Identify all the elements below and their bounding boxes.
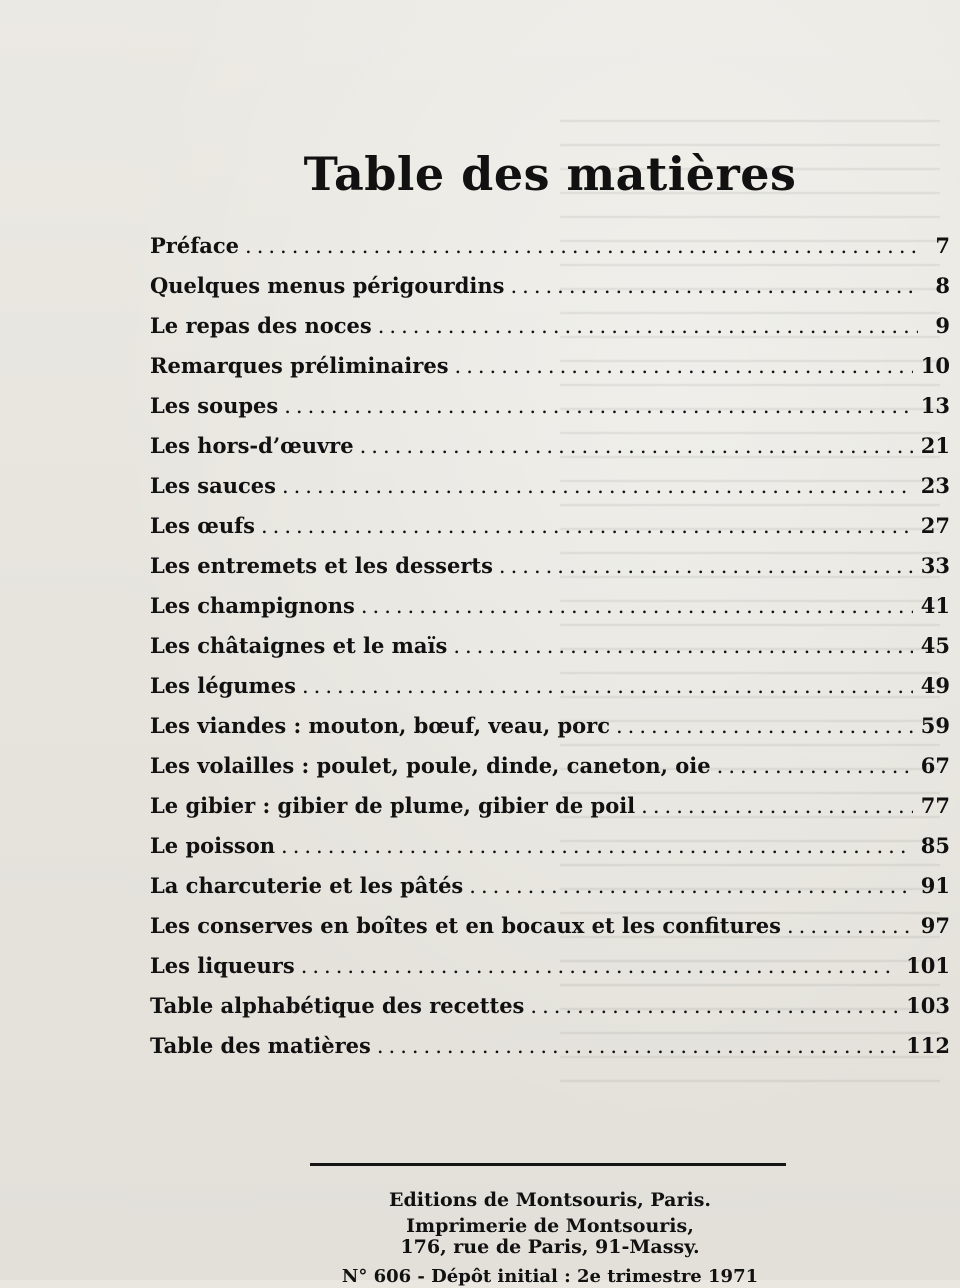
toc-entry-page: 112 — [906, 1033, 950, 1058]
toc-dot-leader — [453, 626, 912, 666]
toc-entry-title: Remarques préliminaires — [150, 353, 449, 378]
toc-entry-title: Les soupes — [150, 393, 279, 418]
toc-entry-title: Table des matières — [150, 1033, 371, 1058]
toc-entry — [150, 426, 950, 466]
toc-entry-title: Quelques menus périgourdins — [150, 273, 505, 298]
toc-entry-title: Les viandes : mouton, bœuf, veau, porc — [150, 713, 610, 738]
toc-entry-title: Les sauces — [150, 473, 276, 498]
toc-entry-title: Les entremets et les desserts — [150, 553, 493, 578]
toc-entry-title: Les champignons — [150, 593, 355, 618]
toc-dot-leader — [301, 946, 898, 986]
toc-entry-page: 23 — [920, 473, 950, 498]
toc-dot-leader — [360, 426, 913, 466]
toc-entry-title: Préface — [150, 233, 240, 258]
toc-entry — [150, 506, 950, 546]
toc-dot-leader — [717, 746, 913, 786]
toc-entry — [150, 586, 950, 626]
toc-dot-leader — [616, 706, 913, 746]
toc-entry-title: Les légumes — [150, 673, 296, 698]
toc-entry-title: Les œufs — [150, 513, 255, 538]
table-of-contents — [150, 226, 950, 1066]
toc-entry-page: 45 — [920, 633, 950, 658]
toc-entry-page: 9 — [935, 313, 950, 338]
publisher-line: Editions de Montsouris, Paris. — [388, 1189, 712, 1211]
toc-entry-title: Les volailles : poulet, poule, dinde, caneton, oie — [150, 753, 711, 778]
toc-dot-leader — [378, 306, 918, 346]
toc-entry — [150, 1026, 950, 1066]
toc-entry-title: Le poisson — [150, 833, 276, 858]
toc-entry — [150, 986, 950, 1026]
toc-entry-page: 49 — [920, 673, 950, 698]
toc-entry — [150, 946, 950, 986]
toc-entry-page: 101 — [906, 953, 950, 978]
toc-entry-title: Le gibier : gibier de plume, gibier de poil — [150, 793, 636, 818]
toc-entry — [150, 346, 950, 386]
toc-entry-page: 59 — [920, 713, 950, 738]
toc-entry-title: Les liqueurs — [150, 953, 295, 978]
toc-entry-page: 33 — [920, 553, 950, 578]
toc-entry-page: 67 — [920, 753, 950, 778]
toc-entry — [150, 306, 950, 346]
toc-dot-leader — [281, 826, 913, 866]
toc-entry-page: 27 — [920, 513, 950, 538]
toc-entry-title: La charcuterie et les pâtés — [150, 873, 464, 898]
toc-entry — [150, 786, 950, 826]
page-title: Table des matières — [303, 146, 797, 201]
toc-entry-page: 77 — [920, 793, 950, 818]
toc-entry — [150, 906, 950, 946]
toc-entry — [150, 746, 950, 786]
toc-entry — [150, 866, 950, 906]
toc-dot-leader — [377, 1026, 898, 1066]
printer-line: Imprimerie de Montsouris, — [406, 1215, 694, 1237]
toc-entry — [150, 706, 950, 746]
toc-entry-title: Table alphabétique des recettes — [150, 993, 525, 1018]
toc-dot-leader — [282, 466, 913, 506]
toc-entry-page: 7 — [935, 233, 950, 258]
toc-entry-page: 8 — [935, 273, 950, 298]
toc-entry — [150, 266, 950, 306]
toc-entry-page: 13 — [920, 393, 950, 418]
toc-entry-page: 41 — [920, 593, 950, 618]
toc-dot-leader — [261, 506, 913, 546]
legal-deposit-line: N° 606 - Dépôt initial : 2e trimestre 1971 — [341, 1266, 759, 1287]
toc-entry-page: 85 — [920, 833, 950, 858]
toc-entry-page: 97 — [920, 913, 950, 938]
toc-dot-leader — [455, 346, 913, 386]
toc-dot-leader — [510, 266, 918, 306]
toc-entry-title: Les conserves en boîtes et en bocaux et les confitures — [150, 913, 781, 938]
divider-rule — [310, 1163, 786, 1166]
toc-dot-leader — [284, 386, 913, 426]
toc-entry-page: 21 — [920, 433, 950, 458]
toc-entry-page: 91 — [920, 873, 950, 898]
toc-entry — [150, 226, 950, 266]
toc-dot-leader — [469, 866, 913, 906]
toc-entry-title: Les hors-d’œuvre — [150, 433, 354, 458]
toc-entry — [150, 386, 950, 426]
toc-entry — [150, 466, 950, 506]
address-line: 176, rue de Paris, 91-Massy. — [400, 1236, 700, 1258]
toc-dot-leader — [787, 906, 913, 946]
toc-dot-leader — [361, 586, 913, 626]
toc-dot-leader — [530, 986, 898, 1026]
toc-entry-page: 103 — [906, 993, 950, 1018]
toc-dot-leader — [641, 786, 913, 826]
toc-entry — [150, 826, 950, 866]
toc-entry-page: 10 — [920, 353, 950, 378]
toc-entry — [150, 626, 950, 666]
toc-entry — [150, 546, 950, 586]
toc-dot-leader — [499, 546, 913, 586]
toc-entry-title: Les châtaignes et le maïs — [150, 633, 448, 658]
toc-entry — [150, 666, 950, 706]
toc-dot-leader — [302, 666, 913, 706]
toc-dot-leader — [245, 226, 918, 266]
toc-entry-title: Le repas des noces — [150, 313, 372, 338]
